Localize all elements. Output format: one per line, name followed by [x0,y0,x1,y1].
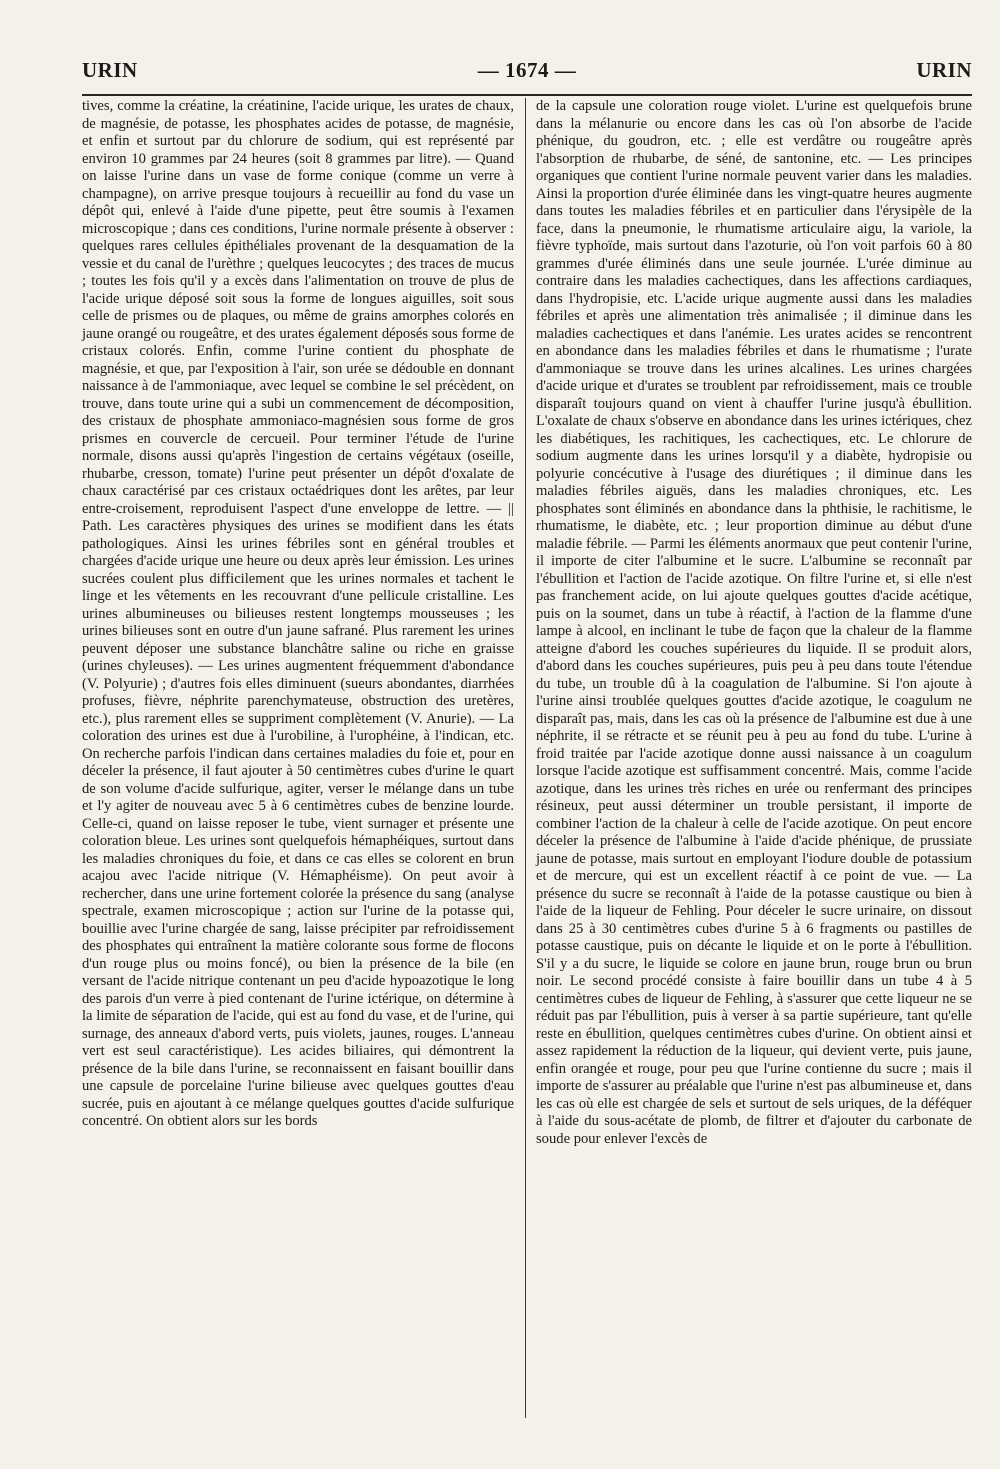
page-number: — 1674 — [477,58,577,82]
text-column-left [82,98,514,1131]
running-head-left: URIN [82,58,138,82]
header-rule [82,94,972,96]
column-right-text: de la capsule une coloration rouge violet. L'urine est quelquefois brune dans la mélanurie ou encore dans les cas où l'on absorbe de l'acide phénique, du goudron, etc. ; elle est verdâtre ou rougeâtre après l'absorption de rhubarbe, de séné, de santonine, etc. — Les principes organiques que contient l'urine normale peuvent varier dans les maladies. Ainsi la proportion d'urée éliminée dans les vingt-quatre heures augmente dans toutes les maladies fébriles et en particulier dans l'érysipèle de la face, dans la pneumonie, le rhumatisme articulaire aigu, la variole, la fièvre typhoïde, mais surtout dans l'azoturie, où l'on voit parfois 60 à 80 grammes d'urée éliminés dans une seule journée. L'urée diminue au contraire dans les maladies cachectiques, dans les affections cardiaques, dans l'hydropisie, etc. L'acide urique augmente aussi dans les maladies fébriles et après une alimentation très animalisée ; il diminue dans les maladies cachectiques et dans l'anémie. Les urates acides se rencontrent en abondance dans les maladies fébriles et dans le rhumatisme ; l'urate d'ammoniaque se trouve dans les urines alcalines. Les urines chargées d'acide urique et d'urates se troublent par refroidissement, mais ce trouble disparaît toujours quand on vient à chauffer l'urine jusqu'à ébullition. L'oxalate de chaux s'observe en abondance dans les urines ictériques, chez les diabétiques, les rachitiques, les cachectiques, etc. Le chlorure de sodium augmente dans les urines lorsqu'il y a diabète, hydropisie ou polyurie concécutive à l'usage des diurétiques ; il diminue dans les maladies fébriles aiguës, dans les maladies chroniques, etc. Les phosphates sont éliminés en abondance dans la phthisie, le rachitisme, le rhumatisme, le diabète, etc. ; leur proportion diminue au début d'une maladie fébrile. — Parmi les éléments anormaux que peut contenir l'urine, il importe de citer l'albumine et le sucre. L'albumine se reconnaît par l'ébullition et l'action de l'acide azotique. On filtre l'urine et, si elle n'est pas franchement acide, on lui ajoute quelques gouttes d'acide acétique, puis on la soumet, dans un tube à réactif, à l'action de la flamme d'une lampe à alcool, en inclinant le tube de façon que la chaleur de la flamme atteigne d'abord les couches supérieures du liquide. Il se produit alors, d'abord dans les couches supérieures, puis peu à peu dans toute l'étendue du tube, un trouble dû à la coagulation de l'albumine. Si l'on ajoute à l'urine ainsi troublée quelques gouttes d'acide azotique, le coagulum ne disparaît pas, mais, dans les cas où la présence de l'albumine est due à une néphrite, il se rétracte et se réunit peu à peu au fond du tube. L'urine à froid traitée par l'acide azotique donne aussi naissance à un coagulum lorsque l'acide azotique est suffisamment concentré. Mais, comme l'acide azotique, dans les urines très riches en urée ou renfermant des principes résineux, peut aussi déterminer un trouble persistant, il importe de combiner l'action de la chaleur à celle de l'acide azotique. On peut encore déceler la présence de l'albumine à l'aide d'acide phénique, de prussiate jaune de potasse, mais surtout en employant l'iodure double de potassium et de mercure, qui est un excellent réactif à ce point de vue. — La présence du sucre se reconnaît à l'aide de la potasse caustique ou bien à l'aide de la liqueur de Fehling. Pour déceler le sucre urinaire, on dissout dans 25 à 30 centimètres cubes d'urine 5 à 6 fragments ou pastilles de potasse caustique, puis on décante le liquide et on le porte à l'ébullition. S'il y a du sucre, le liquide se colore en jaune brun, rouge brun ou brun noir. Le second procédé consiste à faire bouillir dans un tube 4 à 5 centimètres cubes de liqueur de Fehling, à s'assurer que cette liqueur ne se réduit pas par l'ébullition, puis à verser à sa partie supérieure, tant qu'elle reste en ébullition, quelques centimètres cubes d'urine. On obtient ainsi et assez rapidement la réduction de la liqueur, qui devient verte, puis jaune, enfin orangée et rouge, pour peu que l'urine contienne du sucre ; mais il importe de s'assurer au préalable que l'urine n'est pas albumineuse et, dans les cas où elle est chargée de sels et surtout de sels uriques, de la déféquer à l'aide du sous-acétate de plomb, de filtrer et d'ajouter du carbonate de soude pour enlever l'excès de [536,98,972,1147]
column-left-text: tives, comme la créatine, la créatinine, l'acide urique, les urates de chaux, de magnésie, de potasse, les phosphates acides de potasse, de magnésie, et enfin et surtout par du chlorure de sodium, qui est représenté par environ 10 grammes par 24 heures (soit 8 grammes par litre). — Quand on laisse l'urine dans un vase de forme conique (comme un verre à champagne), on arrive presque toujours à recueillir au fond du vase un dépôt qui, enlevé à l'aide d'une pipette, peut être soumis à l'examen microscopique ; dans ces conditions, l'urine normale présente à observer : quelques rares cellules épithéliales provenant de la desquamation de la vessie et du canal de l'urèthre ; quelques leucocytes ; des traces de mucus ; toutes les fois qu'il y a excès dans l'alimentation on trouve de plus de l'acide urique déposé soit sous la forme de longues aiguilles, soit sous celle de prismes ou de plaques, ou même de grains amorphes colorés en jaune orangé ou rougeâtre, et des urates également déposés sous forme de cristaux colorés. Enfin, comme l'urine contient du phosphate de magnésie, et que, par l'exposition à l'air, son urée se dédouble en donnant naissance à de l'ammoniaque, avec lequel se combine le sel précèdent, on trouve, dans toute urine qui a subi un commencement de décomposition, des cristaux de phosphate ammoniaco-magnésien sous forme de gros prismes en couvercle de cercueil. Pour terminer l'étude de l'urine normale, disons aussi qu'après l'ingestion de certains végétaux (oseille, rhubarbe, cresson, tomate) l'urine peut présenter un dépôt d'oxalate de chaux caractérisé par ces cristaux octaédriques dont les arêtes, par leur entre-croisement, reproduisent l'aspect d'une enveloppe de lettre. — || Path. Les caractères physiques des urines se modifient dans les états pathologiques. Ainsi les urines fébriles sont en général troubles et chargées d'acide urique une heure ou deux après leur émission. Les urines sucrées coulent plus difficilement que les urines normales et tachent le linge et les vêtements en les recouvrant d'une pellicule cristalline. Les urines albumineuses ou bilieuses restent longtemps mousseuses ; les urines bilieuses sont en outre d'un jaune safrané. Plus rarement les urines peuvent déposer une substance blanchâtre saline ou riche en graisse (urines chyleuses). — Les urines augmentent fréquemment d'abondance (V. Polyurie) ; d'autres fois elles diminuent (sueurs abondantes, diarrhées profuses, fièvre, néphrite parenchymateuse, obstruction des uretères, etc.), plus rarement elles se suppriment complètement (V. Anurie). — La coloration des urines est due à l'urobiline, à l'urophéine, à l'indican, etc. On recherche parfois l'indican dans certaines maladies du foie et, pour en déceler la présence, il faut ajouter à 50 centimètres cubes d'urine le quart de son volume d'acide sulfurique, agiter, verser le mélange dans un tube et l'y agiter de nouveau avec 5 à 6 centimètres cubes de benzine lourde. Celle-ci, quand on laisse reposer le tube, vient surnager et présente une coloration bleue. Les urines sont quelquefois hémaphéiques, surtout dans les maladies chroniques du foie, et dans ce cas elles se colorent en brun acajou avec l'acide nitrique (V. Hémaphéisme). On peut avoir à rechercher, dans une urine fortement colorée la présence du sang (analyse spectrale, examen microscopique ; action sur l'urine de la potasse qui, bouillie avec l'urine chargée de sang, laisse précipiter par refroidissement des phosphates qui entraînent la matière colorante sous forme de flocons d'un rouge plus ou moins foncé), ou bien la présence de la bile (en versant de l'acide nitrique contenant un peu d'acide hypoazotique le long des parois d'un verre à pied contenant de l'urine ictérique, on détermine à la limite de séparation de l'acide, qui est au fond du vase, et de l'urine, qui surnage, des anneaux d'abord verts, puis violets, jaunes, rouges. L'anneau vert est seul caractéristique). Les acides biliaires, qui démontrent la présence de la bile dans l'urine, se reconnaissent en faisant bouillir dans une capsule de porcelaine l'urine bilieuse avec quelques gouttes d'eau sucrée, puis en ajoutant à ce mélange quelques gouttes d'acide sulfurique concentré. On obtient alors sur les bords [82,98,514,1129]
column-divider [525,98,526,1418]
running-head-right: URIN [916,58,972,82]
text-column-right [536,98,972,1148]
page-header [82,58,972,92]
